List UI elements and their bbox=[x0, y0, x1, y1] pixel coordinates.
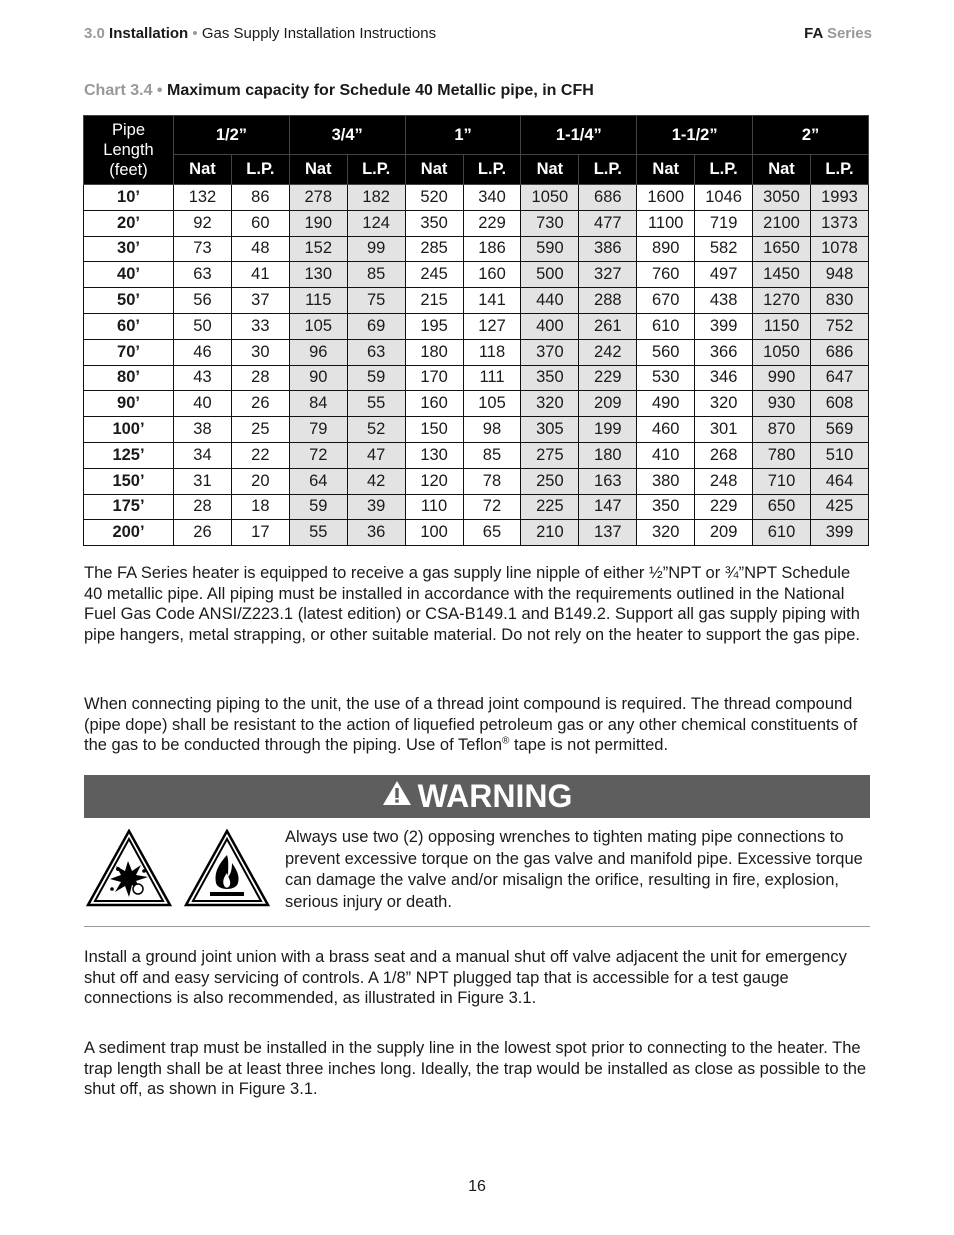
capacity-cell: 569 bbox=[810, 417, 868, 443]
capacity-cell: 1600 bbox=[637, 185, 695, 211]
warning-divider bbox=[84, 926, 870, 927]
capacity-cell: 26 bbox=[231, 391, 289, 417]
capacity-cell: 440 bbox=[521, 288, 579, 314]
hazard-symbols bbox=[86, 829, 272, 909]
gas-type-header: Nat bbox=[289, 155, 347, 185]
capacity-cell: 147 bbox=[579, 494, 637, 520]
pipe-size-header: 1/2” bbox=[174, 116, 290, 155]
capacity-cell: 686 bbox=[579, 185, 637, 211]
capacity-cell: 25 bbox=[231, 417, 289, 443]
running-header bbox=[84, 25, 436, 42]
capacity-cell: 520 bbox=[405, 185, 463, 211]
capacity-cell: 26 bbox=[174, 520, 232, 546]
capacity-cell: 100 bbox=[405, 520, 463, 546]
gas-type-header: Nat bbox=[405, 155, 463, 185]
capacity-cell: 350 bbox=[637, 494, 695, 520]
pipe-length-cell: 50’ bbox=[84, 288, 174, 314]
flammable-hazard-icon bbox=[186, 831, 268, 905]
table-row bbox=[84, 468, 869, 494]
capacity-cell: 20 bbox=[231, 468, 289, 494]
capacity-cell: 830 bbox=[810, 288, 868, 314]
capacity-cell: 36 bbox=[347, 520, 405, 546]
capacity-cell: 195 bbox=[405, 313, 463, 339]
gas-type-header: L.P. bbox=[463, 155, 521, 185]
capacity-cell: 38 bbox=[174, 417, 232, 443]
capacity-cell: 686 bbox=[810, 339, 868, 365]
pipe-length-header-line: (feet) bbox=[109, 161, 148, 179]
chart-title: Maximum capacity for Schedule 40 Metallic pipe, in CFH bbox=[166, 82, 594, 99]
capacity-cell: 75 bbox=[347, 288, 405, 314]
capacity-cell: 1150 bbox=[753, 313, 811, 339]
pipe-length-cell: 200’ bbox=[84, 520, 174, 546]
capacity-cell: 46 bbox=[174, 339, 232, 365]
capacity-cell: 86 bbox=[231, 185, 289, 211]
pipe-length-cell: 10’ bbox=[84, 185, 174, 211]
thread-compound-text: When connecting piping to the unit, the use of a thread joint compound is required. The thread compound (pipe dope) shall be resistant to the action of liquefied petroleum gas or any other chemical constituents of the gas to be conducted through the piping. Use of Teflon bbox=[84, 695, 858, 754]
capacity-cell: 72 bbox=[289, 442, 347, 468]
warning-label: WARNING bbox=[417, 778, 573, 814]
gas-type-header: Nat bbox=[521, 155, 579, 185]
capacity-cell: 380 bbox=[637, 468, 695, 494]
capacity-cell: 160 bbox=[463, 262, 521, 288]
capacity-cell: 346 bbox=[695, 365, 753, 391]
capacity-cell: 464 bbox=[810, 468, 868, 494]
table-row bbox=[84, 494, 869, 520]
capacity-cell: 248 bbox=[695, 468, 753, 494]
capacity-cell: 2100 bbox=[753, 210, 811, 236]
page-number: 16 bbox=[468, 1178, 486, 1195]
capacity-cell: 43 bbox=[174, 365, 232, 391]
sediment-trap-paragraph: A sediment trap must be installed in the supply line in the lowest spot prior to connecting to the heater. The trap length shall be at least three inches long. Ideally, the trap would be installed as close as possible to the shut off, as shown in Figure 3.1. bbox=[84, 1039, 867, 1098]
capacity-table bbox=[83, 115, 869, 546]
section-number: 3.0 bbox=[84, 25, 105, 42]
capacity-cell: 186 bbox=[463, 236, 521, 262]
gas-type-header: Nat bbox=[174, 155, 232, 185]
capacity-cell: 1650 bbox=[753, 236, 811, 262]
pipe-size-header: 3/4” bbox=[289, 116, 405, 155]
capacity-cell: 610 bbox=[637, 313, 695, 339]
table-row bbox=[84, 313, 869, 339]
thread-compound-paragraph bbox=[84, 694, 870, 756]
capacity-cell: 39 bbox=[347, 494, 405, 520]
capacity-cell: 150 bbox=[405, 417, 463, 443]
capacity-cell: 64 bbox=[289, 468, 347, 494]
pipe-length-cell: 70’ bbox=[84, 339, 174, 365]
table-row bbox=[84, 262, 869, 288]
pipe-size-header: 1” bbox=[405, 116, 521, 155]
capacity-cell: 160 bbox=[405, 391, 463, 417]
gas-type-header: L.P. bbox=[579, 155, 637, 185]
gas-supply-paragraph: The FA Series heater is equipped to receive a gas supply line nipple of either ½”NPT or ¾”NPT Schedule 40 metallic pipe. All piping must be installed in accordance with the requirements outlined in the National Fuel Gas Code ANSI/Z223.1 (latest edition) or CSA-B149.1 and B149.2. Support all gas supply piping with pipe hangers, metal strapping, or other suitable material. Do not rely on the heater to support the gas pipe. bbox=[84, 564, 860, 644]
capacity-cell: 163 bbox=[579, 468, 637, 494]
capacity-cell: 28 bbox=[231, 365, 289, 391]
chart-bullet: • bbox=[156, 82, 163, 99]
registered-mark: ® bbox=[502, 735, 510, 747]
capacity-cell: 582 bbox=[695, 236, 753, 262]
capacity-cell: 305 bbox=[521, 417, 579, 443]
capacity-cell: 130 bbox=[289, 262, 347, 288]
capacity-cell: 590 bbox=[521, 236, 579, 262]
capacity-cell: 63 bbox=[347, 339, 405, 365]
capacity-cell: 120 bbox=[405, 468, 463, 494]
capacity-cell: 37 bbox=[231, 288, 289, 314]
pipe-length-cell: 175’ bbox=[84, 494, 174, 520]
capacity-cell: 60 bbox=[231, 210, 289, 236]
capacity-cell: 152 bbox=[289, 236, 347, 262]
ground-joint-paragraph: Install a ground joint union with a brass seat and a manual shut off valve adjacent the unit for emergency shut off and easy servicing of controls. A 1/8” NPT plugged tap that is accessible for a test gauge connections is also recommended, as illustrated in Figure 3.1. bbox=[84, 948, 847, 1007]
capacity-cell: 780 bbox=[753, 442, 811, 468]
table-row bbox=[84, 442, 869, 468]
capacity-cell: 268 bbox=[695, 442, 753, 468]
pipe-length-cell: 100’ bbox=[84, 417, 174, 443]
capacity-cell: 124 bbox=[347, 210, 405, 236]
capacity-cell: 33 bbox=[231, 313, 289, 339]
capacity-cell: 79 bbox=[289, 417, 347, 443]
capacity-cell: 209 bbox=[695, 520, 753, 546]
capacity-cell: 1270 bbox=[753, 288, 811, 314]
capacity-cell: 118 bbox=[463, 339, 521, 365]
table-row bbox=[84, 185, 869, 211]
capacity-cell: 85 bbox=[463, 442, 521, 468]
capacity-cell: 225 bbox=[521, 494, 579, 520]
pipe-size-header: 2” bbox=[753, 116, 869, 155]
capacity-cell: 59 bbox=[289, 494, 347, 520]
capacity-cell: 90 bbox=[289, 365, 347, 391]
capacity-cell: 18 bbox=[231, 494, 289, 520]
capacity-cell: 890 bbox=[637, 236, 695, 262]
capacity-cell: 84 bbox=[289, 391, 347, 417]
warning-triangle-icon bbox=[382, 774, 412, 817]
capacity-cell: 710 bbox=[753, 468, 811, 494]
pipe-size-header: 1-1/4” bbox=[521, 116, 637, 155]
pipe-length-cell: 30’ bbox=[84, 236, 174, 262]
capacity-cell: 301 bbox=[695, 417, 753, 443]
capacity-cell: 399 bbox=[810, 520, 868, 546]
explosion-hazard-icon bbox=[88, 831, 170, 905]
capacity-cell: 340 bbox=[463, 185, 521, 211]
capacity-cell: 1450 bbox=[753, 262, 811, 288]
capacity-cell: 65 bbox=[463, 520, 521, 546]
pipe-length-cell: 60’ bbox=[84, 313, 174, 339]
capacity-cell: 670 bbox=[637, 288, 695, 314]
capacity-cell: 22 bbox=[231, 442, 289, 468]
capacity-cell: 99 bbox=[347, 236, 405, 262]
capacity-cell: 752 bbox=[810, 313, 868, 339]
warning-text: Always use two (2) opposing wrenches to tighten mating pipe connections to prevent excessive torque on the gas valve and manifold pipe. Excessive torque can damage the valve and/or misalign the orifice, resulting in fire, explosion, serious injury or death. bbox=[285, 828, 863, 912]
capacity-cell: 170 bbox=[405, 365, 463, 391]
capacity-cell: 245 bbox=[405, 262, 463, 288]
capacity-cell: 386 bbox=[579, 236, 637, 262]
capacity-cell: 141 bbox=[463, 288, 521, 314]
pipe-length-header-line: Pipe bbox=[111, 121, 146, 139]
pipe-length-cell: 20’ bbox=[84, 210, 174, 236]
capacity-cell: 229 bbox=[695, 494, 753, 520]
capacity-cell: 350 bbox=[521, 365, 579, 391]
capacity-cell: 72 bbox=[463, 494, 521, 520]
gas-type-header: L.P. bbox=[810, 155, 868, 185]
capacity-cell: 948 bbox=[810, 262, 868, 288]
capacity-cell: 110 bbox=[405, 494, 463, 520]
capacity-cell: 1050 bbox=[753, 339, 811, 365]
capacity-cell: 477 bbox=[579, 210, 637, 236]
capacity-cell: 78 bbox=[463, 468, 521, 494]
capacity-cell: 182 bbox=[347, 185, 405, 211]
capacity-cell: 610 bbox=[753, 520, 811, 546]
capacity-cell: 650 bbox=[753, 494, 811, 520]
capacity-cell: 400 bbox=[521, 313, 579, 339]
capacity-cell: 229 bbox=[463, 210, 521, 236]
capacity-cell: 560 bbox=[637, 339, 695, 365]
table-row bbox=[84, 210, 869, 236]
capacity-cell: 370 bbox=[521, 339, 579, 365]
capacity-cell: 55 bbox=[289, 520, 347, 546]
capacity-cell: 96 bbox=[289, 339, 347, 365]
capacity-cell: 98 bbox=[463, 417, 521, 443]
capacity-cell: 870 bbox=[753, 417, 811, 443]
gas-type-header: L.P. bbox=[231, 155, 289, 185]
capacity-cell: 327 bbox=[579, 262, 637, 288]
pipe-length-cell: 40’ bbox=[84, 262, 174, 288]
capacity-cell: 490 bbox=[637, 391, 695, 417]
capacity-cell: 105 bbox=[289, 313, 347, 339]
capacity-cell: 48 bbox=[231, 236, 289, 262]
header-bullet: • bbox=[192, 25, 198, 42]
capacity-cell: 930 bbox=[753, 391, 811, 417]
capacity-cell: 127 bbox=[463, 313, 521, 339]
table-row bbox=[84, 288, 869, 314]
pipe-length-header-line: Length bbox=[103, 141, 154, 159]
capacity-cell: 1993 bbox=[810, 185, 868, 211]
capacity-cell: 34 bbox=[174, 442, 232, 468]
table-row bbox=[84, 236, 869, 262]
capacity-cell: 190 bbox=[289, 210, 347, 236]
capacity-cell: 73 bbox=[174, 236, 232, 262]
capacity-cell: 288 bbox=[579, 288, 637, 314]
capacity-cell: 31 bbox=[174, 468, 232, 494]
series-word: Series bbox=[826, 25, 872, 42]
capacity-cell: 460 bbox=[637, 417, 695, 443]
capacity-cell: 209 bbox=[579, 391, 637, 417]
capacity-cell: 17 bbox=[231, 520, 289, 546]
gas-type-header: Nat bbox=[753, 155, 811, 185]
section-name: Installation bbox=[109, 25, 189, 42]
capacity-cell: 50 bbox=[174, 313, 232, 339]
gas-type-header: L.P. bbox=[695, 155, 753, 185]
capacity-cell: 85 bbox=[347, 262, 405, 288]
capacity-cell: 250 bbox=[521, 468, 579, 494]
gas-type-header: L.P. bbox=[347, 155, 405, 185]
chart-number: Chart 3.4 bbox=[84, 82, 153, 99]
capacity-cell: 30 bbox=[231, 339, 289, 365]
capacity-cell: 215 bbox=[405, 288, 463, 314]
capacity-cell: 180 bbox=[579, 442, 637, 468]
capacity-cell: 438 bbox=[695, 288, 753, 314]
gas-type-header: Nat bbox=[637, 155, 695, 185]
subsection-title: Gas Supply Installation Instructions bbox=[201, 25, 437, 42]
capacity-cell: 410 bbox=[637, 442, 695, 468]
table-row bbox=[84, 365, 869, 391]
brand-name: FA bbox=[804, 25, 823, 42]
capacity-cell: 320 bbox=[637, 520, 695, 546]
capacity-cell: 730 bbox=[521, 210, 579, 236]
capacity-cell: 1373 bbox=[810, 210, 868, 236]
pipe-length-header bbox=[84, 116, 174, 185]
capacity-cell: 350 bbox=[405, 210, 463, 236]
capacity-cell: 137 bbox=[579, 520, 637, 546]
capacity-cell: 760 bbox=[637, 262, 695, 288]
capacity-cell: 210 bbox=[521, 520, 579, 546]
capacity-cell: 608 bbox=[810, 391, 868, 417]
table-row bbox=[84, 417, 869, 443]
capacity-cell: 399 bbox=[695, 313, 753, 339]
capacity-cell: 41 bbox=[231, 262, 289, 288]
warning-banner bbox=[84, 775, 870, 818]
capacity-cell: 242 bbox=[579, 339, 637, 365]
capacity-cell: 229 bbox=[579, 365, 637, 391]
capacity-cell: 500 bbox=[521, 262, 579, 288]
capacity-cell: 3050 bbox=[753, 185, 811, 211]
capacity-cell: 530 bbox=[637, 365, 695, 391]
capacity-cell: 111 bbox=[463, 365, 521, 391]
table-row bbox=[84, 391, 869, 417]
capacity-cell: 105 bbox=[463, 391, 521, 417]
capacity-cell: 40 bbox=[174, 391, 232, 417]
capacity-cell: 497 bbox=[695, 262, 753, 288]
capacity-cell: 115 bbox=[289, 288, 347, 314]
capacity-cell: 320 bbox=[521, 391, 579, 417]
capacity-cell: 278 bbox=[289, 185, 347, 211]
capacity-cell: 132 bbox=[174, 185, 232, 211]
capacity-cell: 199 bbox=[579, 417, 637, 443]
capacity-cell: 69 bbox=[347, 313, 405, 339]
chart-caption bbox=[84, 82, 594, 100]
table-row bbox=[84, 520, 869, 546]
pipe-length-cell: 125’ bbox=[84, 442, 174, 468]
capacity-cell: 275 bbox=[521, 442, 579, 468]
capacity-cell: 28 bbox=[174, 494, 232, 520]
capacity-cell: 130 bbox=[405, 442, 463, 468]
capacity-cell: 510 bbox=[810, 442, 868, 468]
series-label bbox=[804, 25, 872, 42]
capacity-cell: 366 bbox=[695, 339, 753, 365]
capacity-cell: 1046 bbox=[695, 185, 753, 211]
capacity-cell: 1100 bbox=[637, 210, 695, 236]
capacity-cell: 55 bbox=[347, 391, 405, 417]
pipe-size-header: 1-1/2” bbox=[637, 116, 753, 155]
pipe-length-cell: 80’ bbox=[84, 365, 174, 391]
capacity-cell: 719 bbox=[695, 210, 753, 236]
capacity-cell: 261 bbox=[579, 313, 637, 339]
capacity-cell: 42 bbox=[347, 468, 405, 494]
capacity-cell: 47 bbox=[347, 442, 405, 468]
capacity-cell: 52 bbox=[347, 417, 405, 443]
table-row bbox=[84, 339, 869, 365]
capacity-cell: 56 bbox=[174, 288, 232, 314]
capacity-cell: 647 bbox=[810, 365, 868, 391]
capacity-cell: 59 bbox=[347, 365, 405, 391]
pipe-length-cell: 150’ bbox=[84, 468, 174, 494]
capacity-cell: 92 bbox=[174, 210, 232, 236]
thread-compound-text-end: tape is not permitted. bbox=[509, 736, 669, 754]
pipe-length-cell: 90’ bbox=[84, 391, 174, 417]
capacity-cell: 990 bbox=[753, 365, 811, 391]
capacity-cell: 285 bbox=[405, 236, 463, 262]
capacity-cell: 180 bbox=[405, 339, 463, 365]
capacity-cell: 320 bbox=[695, 391, 753, 417]
capacity-cell: 425 bbox=[810, 494, 868, 520]
capacity-cell: 63 bbox=[174, 262, 232, 288]
capacity-cell: 1078 bbox=[810, 236, 868, 262]
capacity-cell: 1050 bbox=[521, 185, 579, 211]
